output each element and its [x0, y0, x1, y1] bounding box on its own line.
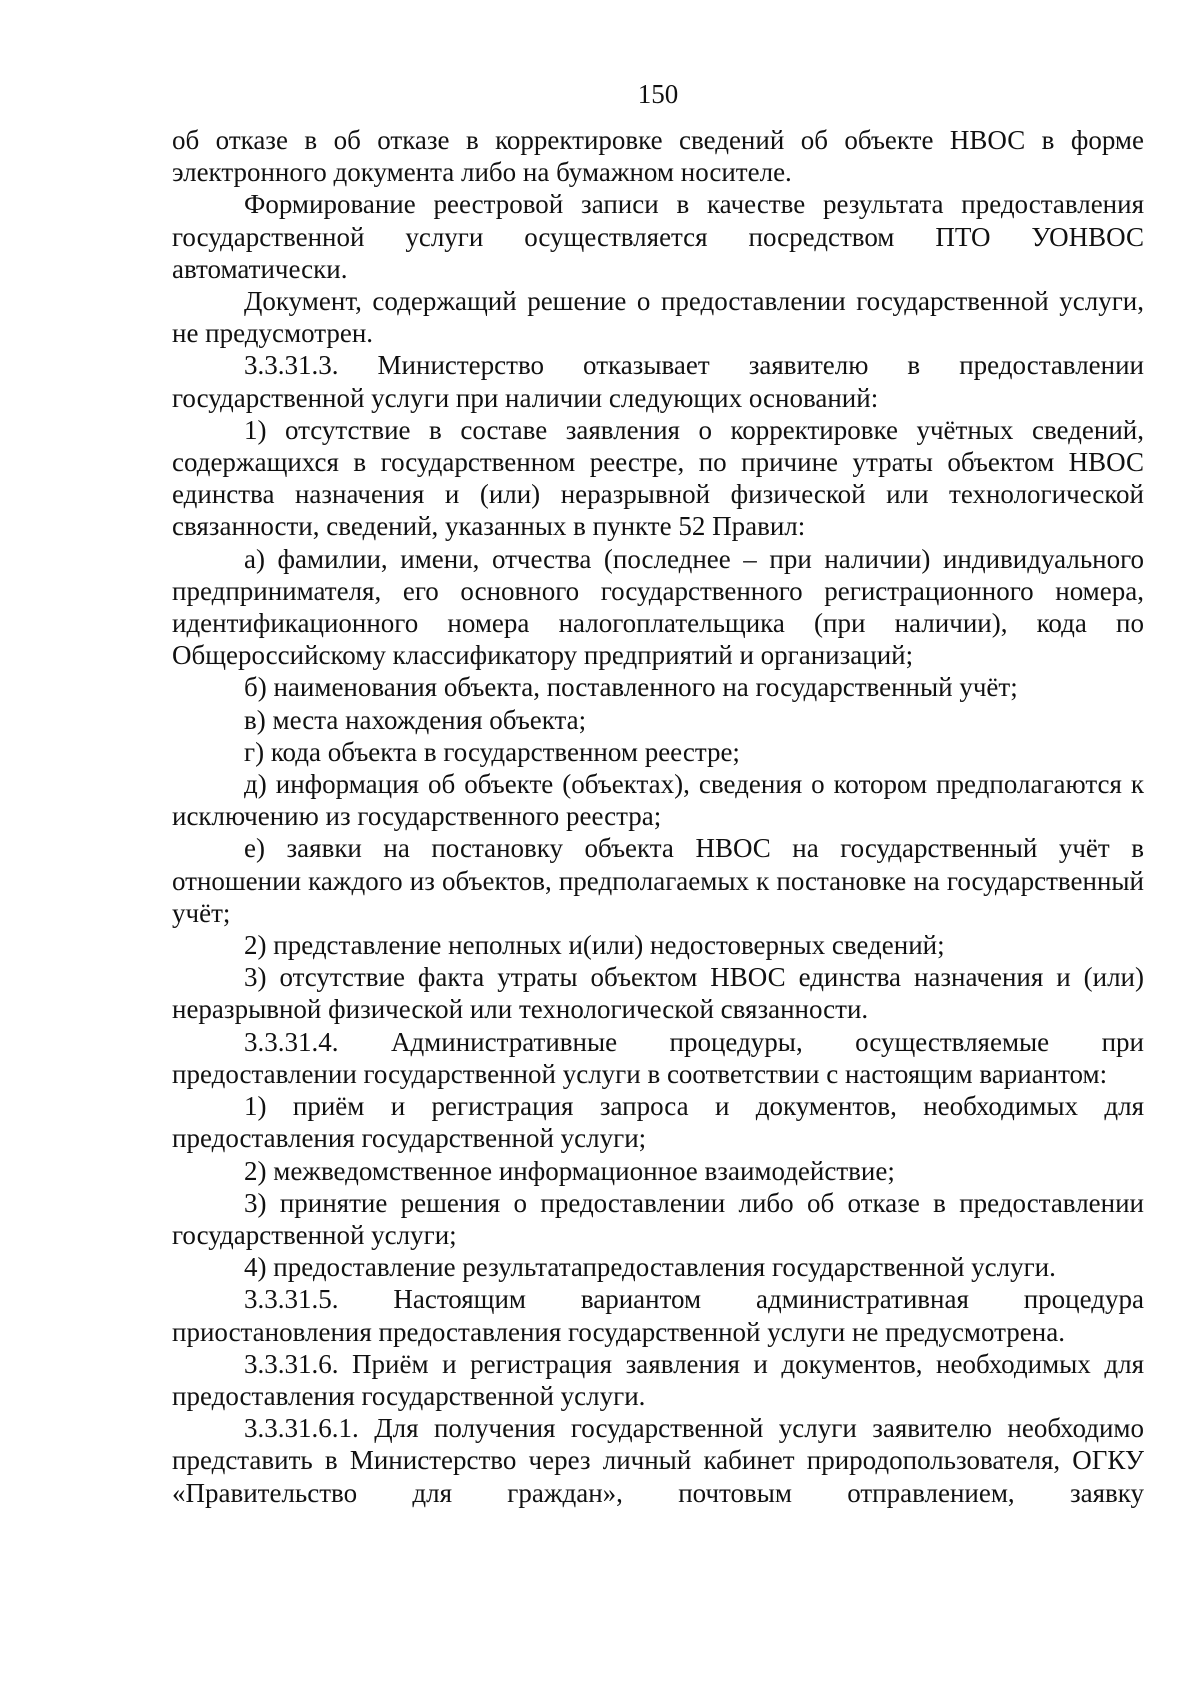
paragraph-3-3-31-4: 3.3.31.4. Административные процедуры, осуществляемые при предоставлении государственной услуги в соответствии с настоящим вариантом:	[172, 1026, 1144, 1089]
list-subitem-a: а) фамилии, имени, отчества (последнее – при наличии) индивидуального предпринимателя, его основного государственного регистрационного номера, идентификационного номера налогоплательщика (при наличии), кода по Общероссийскому классификатору предприятий и организаций;	[172, 543, 1144, 671]
paragraph-3-3-31-6: 3.3.31.6. Приём и регистрация заявления и документов, необходимых для предоставления государственной услуги.	[172, 1348, 1144, 1411]
procedure-item-4: 4) предоставление результатапредоставления государственной услуги.	[244, 1252, 1056, 1283]
paragraph-registry-record: Формирование реестровой записи в качестве результата предоставления государственной услуги осуществляется посредством ПТО УОНВОС автоматически.	[172, 189, 1144, 284]
list-subitem-e: е) заявки на постановку объекта НВОС на государственный учёт в отношении каждого из объектов, предполагаемых к постановке на государственный учёт;	[172, 833, 1144, 928]
document-page	[172, 78, 1144, 1509]
list-subitem-v: в) места нахождения объекта;	[244, 704, 587, 735]
page-number: 150	[637, 79, 679, 109]
paragraph-3-3-31-5: 3.3.31.5. Настоящим вариантом административная процедура приостановления предоставления государственной услуги не предусмотрена.	[172, 1284, 1144, 1347]
paragraph-continuation: об отказе в об отказе в корректировке сведений об объекте НВОС в форме электронного документа либо на бумажном носителе.	[172, 125, 1144, 188]
list-subitem-d: д) информация об объекте (объектах), сведения о котором предполагаются к исключению из государственного реестра;	[172, 769, 1144, 832]
list-item-1: 1) отсутствие в составе заявления о корректировке учётных сведений, содержащихся в государственном реестре, по причине утраты объектом НВОС единства назначения и (или) неразрывной физической или технологической связанности, сведений, указанных в пункте 52 Правил:	[172, 414, 1144, 542]
procedure-item-3: 3) принятие решения о предоставлении либо об отказе в предоставлении государственной услуги;	[172, 1187, 1144, 1250]
paragraph-3-3-31-6-1: 3.3.31.6.1. Для получения государственной услуги заявителю необходимо представить в Министерство через личный кабинет природопользователя, ОГКУ «Правительство для граждан», почтовым отправлением, заявку	[172, 1413, 1144, 1508]
list-item-3: 3) отсутствие факта утраты объектом НВОС единства назначения и (или) неразрывной физической или технологической связанности.	[172, 962, 1144, 1025]
list-item-2: 2) представление неполных и(или) недостоверных сведений;	[244, 930, 945, 961]
paragraph-3-3-31-3: 3.3.31.3. Министерство отказывает заявителю в предоставлении государственной услуги при наличии следующих оснований:	[172, 350, 1144, 413]
list-subitem-b: б) наименования объекта, поставленного на государственный учёт;	[244, 672, 1018, 703]
list-subitem-g: г) кода объекта в государственном реестре;	[244, 736, 740, 767]
paragraph-decision-document: Документ, содержащий решение о предоставлении государственной услуги, не предусмотрен.	[172, 286, 1144, 349]
procedure-item-1: 1) приём и регистрация запроса и документов, необходимых для предоставления государственной услуги;	[172, 1091, 1144, 1154]
procedure-item-2: 2) межведомственное информационное взаимодействие;	[244, 1155, 895, 1186]
